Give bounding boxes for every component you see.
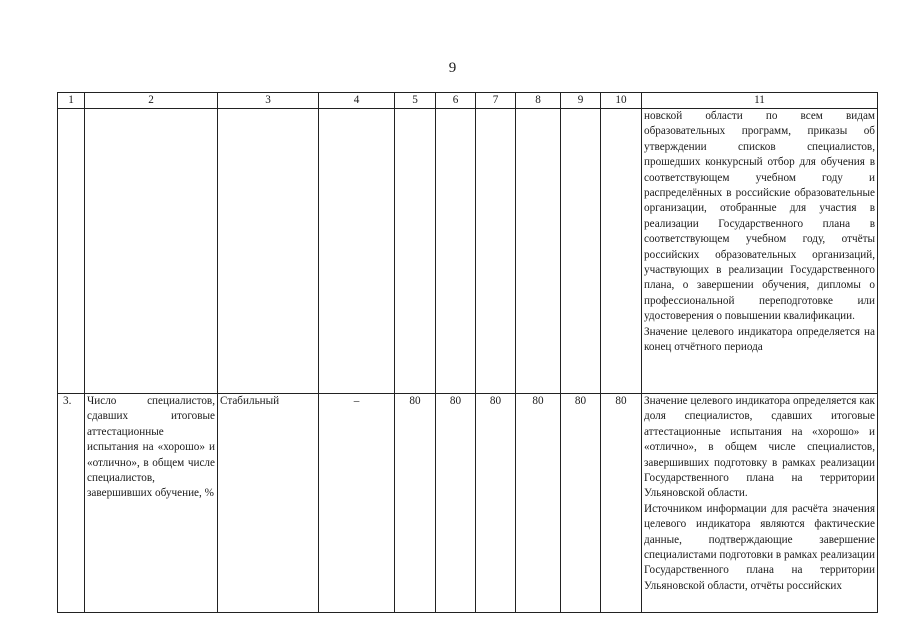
- table-cell: [58, 109, 85, 394]
- table-cell: [516, 109, 561, 394]
- table-cell: [85, 109, 218, 394]
- column-header: 6: [436, 93, 476, 109]
- column-header: 10: [601, 93, 642, 109]
- table-row-continued: [58, 109, 878, 394]
- table-row-indicator-3: [58, 394, 878, 613]
- table-cell: [601, 109, 642, 394]
- table-cell-description: [642, 394, 878, 613]
- indicator-value: 80: [601, 394, 642, 613]
- table-header-row: [58, 93, 878, 109]
- page-number: 9: [448, 60, 457, 76]
- indicator-value: 80: [476, 394, 516, 613]
- indicator-trend: Стабильный: [218, 394, 319, 613]
- table-cell: [561, 109, 601, 394]
- table-cell-description: [642, 109, 878, 394]
- column-header: 2: [85, 93, 218, 109]
- table-cell: [319, 109, 395, 394]
- table-cell: [436, 109, 476, 394]
- table-cell: [476, 109, 516, 394]
- table-cell: [395, 109, 436, 394]
- row-number: 3.: [58, 394, 85, 613]
- column-header: 11: [642, 93, 878, 109]
- column-header: 1: [58, 93, 85, 109]
- description-note: Значение целевого индикатора определяется на конец отчётного периода: [644, 325, 875, 354]
- column-header: 3: [218, 93, 319, 109]
- indicator-value: 80: [436, 394, 476, 613]
- indicator-table: [57, 92, 878, 613]
- indicator-value: 80: [561, 394, 601, 613]
- description-definition: Значение целевого индикатора определяется как доля специалистов, сдавших итоговые аттестационные испытания на «хорошо» и «отлично», в общем числе специалистов, завершивших подготовку в рамках реализации Государственного плана на территории Ульяновской области.: [644, 395, 875, 500]
- description-source: Источником информации для расчёта значения целевого индикатора являются фактические данные, подтверждающие завершение специалистами подготовки в рамках реализации Государственного плана на территории Ульяновской области, отчёты российских: [644, 502, 875, 592]
- column-header: 9: [561, 93, 601, 109]
- table-cell: [218, 109, 319, 394]
- indicator-col4: –: [319, 394, 395, 613]
- column-header: 4: [319, 93, 395, 109]
- indicator-name: Число специалистов, сдавших итоговые аттестационные испытания на «хорошо» и «отлично», в общем числе специалистов, завершивших обучение, %: [85, 394, 218, 613]
- indicator-value: 80: [395, 394, 436, 613]
- column-header: 5: [395, 93, 436, 109]
- indicator-value: 80: [516, 394, 561, 613]
- description-text: новской области по всем видам образовательных программ, приказы об утверждении списков специалистов, прошедших конкурсный отбор для обучения в соответствующем учебном году и распределённых в российские образовательные организации, отобранные для участия в реализации Государственного плана в соответствующем учебном году, отчёты российских образовательных организаций, участвующих в реализации Государственного плана, о завершении обучения, дипломы о профессиональной переподготовке или удостоверения о повышении квалификации.: [644, 110, 875, 323]
- column-header: 8: [516, 93, 561, 109]
- column-header: 7: [476, 93, 516, 109]
